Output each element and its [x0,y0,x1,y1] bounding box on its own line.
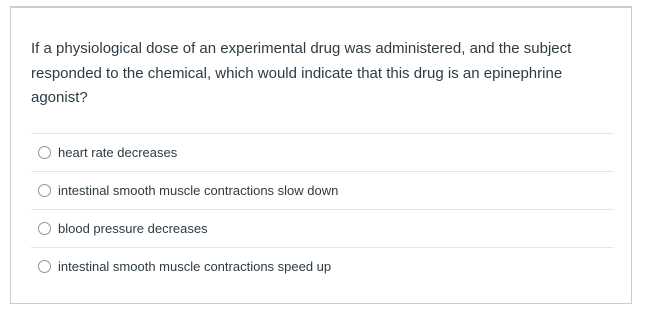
quiz-question-card [10,6,632,304]
answer-option-2[interactable] [31,171,613,209]
answer-label: intestinal smooth muscle contractions slow down [58,183,339,198]
radio-button[interactable] [38,222,51,235]
answer-label: intestinal smooth muscle contractions speed up [58,259,332,274]
answer-label: heart rate decreases [58,145,178,160]
radio-button[interactable] [38,184,51,197]
answer-option-3[interactable] [31,209,613,247]
card-top-border [11,7,631,8]
answer-option-4[interactable] [31,247,613,285]
answer-list [31,133,613,285]
answer-option-1[interactable] [31,133,613,171]
radio-button[interactable] [38,260,51,273]
answer-label: blood pressure decreases [58,221,208,236]
question-text: If a physiological dose of an experimental drug was administered, and the subject responded to the chemical, which would indicate that this drug is an epinephrine agonist? [31,40,572,106]
radio-button[interactable] [38,146,51,159]
